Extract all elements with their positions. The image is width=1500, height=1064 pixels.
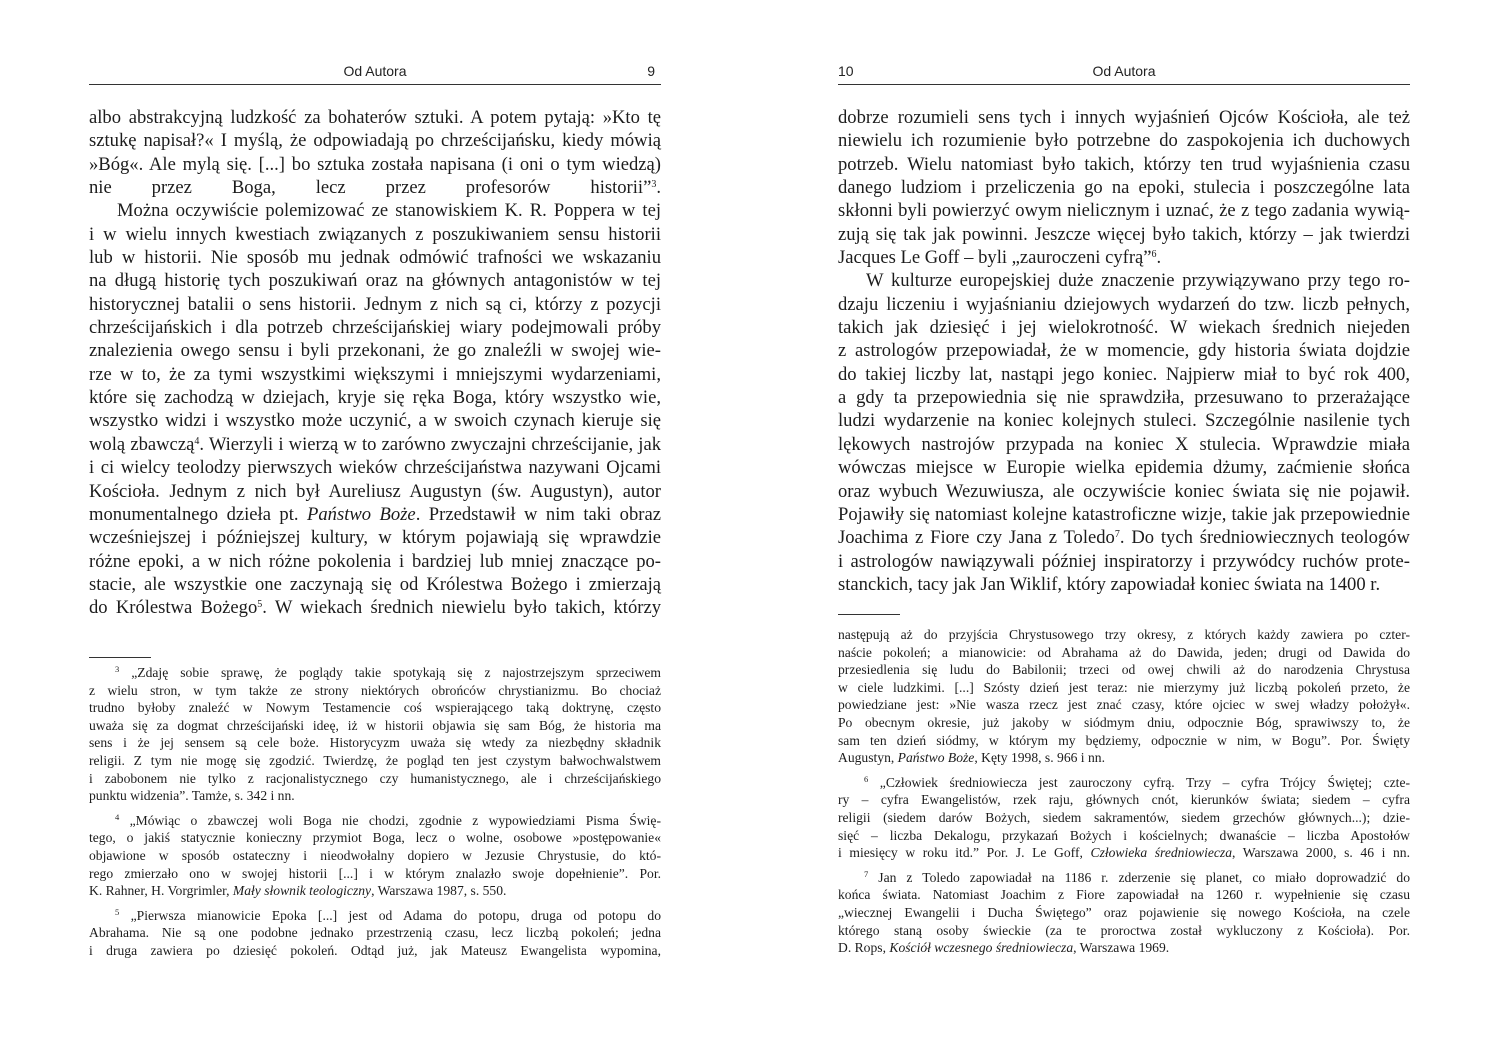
text-run: Joachima z Fiore czy Jana z Toledo (838, 527, 1115, 549)
footnote-marker: 4 (115, 811, 120, 822)
body-line (89, 503, 661, 526)
italic-title: Człowieka średniowiecza (1090, 845, 1233, 861)
text-run: i astrologów nawiązywali później inspiratorzy i przywódcy ruchów prote- (838, 550, 1410, 572)
body-line (89, 129, 661, 152)
text-run: potrzeb. Wielu natomiast było takich, którzy ten trud wyjaśnienia czasu (838, 153, 1410, 175)
body-line (89, 269, 661, 292)
text-run: . Wierzyli i wierzą w to zarówno zwyczajni chrześcijanie, jak (199, 433, 662, 455)
footnote-line (838, 626, 1410, 644)
text-run: Jacques Le Goff – byli „zauroczeni cyfrą” (838, 247, 1152, 269)
text-run: . W wiekach średnich niewielu było takich, którzy (262, 597, 662, 619)
text-run: W kulturze europejskiej duże znaczenie przywiązywano przy tego ro- (866, 270, 1410, 292)
text-run: Augustyn, (838, 750, 898, 766)
footnote-marker: 5 (115, 906, 120, 917)
text-run: K. Rahner, H. Vorgrimler, (89, 883, 233, 899)
footnote-line (89, 699, 661, 717)
footnote-line (89, 682, 661, 700)
footnote-line (89, 770, 661, 788)
text-run: i druga zawiera po dziesięć pokoleń. Odtąd już, jak Mateusz Ewangelista wypomina, (89, 942, 661, 958)
body-line (838, 339, 1410, 362)
text-run: różne epoki, a w nich różne pokolenia i bardziej lub mniej znaczące po- (89, 550, 661, 572)
footnote-line (89, 924, 661, 942)
text-run: religii (siedem darów Bożych, siedem sakramentów, siedem grzechów głównych...); dzie- (838, 809, 1410, 825)
body-line (838, 176, 1410, 199)
text-run: D. Rops, (838, 940, 890, 956)
footnote-line (838, 679, 1410, 697)
footnote-line (89, 787, 661, 805)
text-run: , Kęty 1998, s. 966 i nn. (974, 750, 1105, 766)
body-line (838, 503, 1410, 526)
footnote-line (838, 904, 1410, 922)
body-line (89, 433, 661, 456)
footnote-line (838, 922, 1410, 940)
text-run: „Zdaję sobie sprawę, że poglądy takie spotykają się z najostrzejszym sprzeciwem (119, 665, 661, 680)
body-line (838, 153, 1410, 176)
footnote-separator (89, 657, 151, 658)
footnote-line (89, 847, 661, 865)
text-run: sens i że jej sensem są cele boże. Historycyzm uważa się wtedy za niezbędny składnik (89, 735, 661, 751)
italic-title: Państwo Boże (307, 503, 416, 525)
italic-title: Mały słownik teologiczny (232, 883, 372, 899)
text-run: punktu widzenia”. Tamże, s. 342 i nn. (89, 788, 295, 804)
footnote-line (838, 644, 1410, 662)
text-run: zują się tak jak powinni. Jeszcze więcej było takich, którzy – jak twierdzi (838, 223, 1410, 245)
footnote-line (838, 749, 1410, 767)
body-line (838, 480, 1410, 503)
text-run: a gdy ta przepowiednia się nie sprawdziła, przesuwano to przerażające (838, 387, 1410, 409)
footnote-line (838, 939, 1410, 957)
footnote-line (838, 809, 1410, 827)
text-run: Pojawiły się natomiast kolejne katastroficzne wizje, takie jak przepowiednie (838, 503, 1410, 525)
text-run: . Przedstawił w nim taki obraz (415, 503, 661, 525)
text-run: „wiecznej Ewangelii i Ducha Świętego” oraz pojawienie się nowego Kościoła, na czele (838, 904, 1410, 920)
text-run: „Człowiek średniowiecza jest zauroczony cyfrą. Trzy – cyfra Trójcy Świętej; czte- (868, 774, 1410, 790)
text-run: ludzi wydarzenie na koniec kolejnych stuleci. Szczególnie nasilenie tych (838, 410, 1410, 432)
text-run: objawione w sposób ostateczny i nieodwołalny dopiero w Jezusie Chrystusie, do któ- (89, 847, 661, 863)
footnote-line (89, 717, 661, 735)
footnote-gap (838, 862, 1410, 869)
text-run: w ciele ludzkimi. [...] Szósty dzień jest teraz: nie mierzymy już liczbą pokoleń przeto, że (838, 679, 1410, 695)
text-run: niewielu ich rozumienie było potrzebne do zaspokojenia ich duchowych (838, 130, 1410, 152)
text-run: skłonni byli powierzyć owym nielicznym i uznać, że z tego zadania wywią- (838, 200, 1410, 222)
footnote-line (89, 882, 661, 900)
text-run: naście pokoleń; a mianowicie: od Abrahama aż do Dawida, jeden; drugi od Dawida do (838, 644, 1410, 660)
text-run: uważa się za dogmat chrześcijański ideę, iż w historii objawia się sam Bóg, że historia ma (89, 717, 661, 733)
footnote-line (89, 734, 661, 752)
text-run: sam ten dzień siódmy, w którym my będziemy, odpocznie w nim, w Bogu”. Por. Święty (838, 732, 1410, 748)
text-run: Abrahama. Nie są one podobne jednako przestrzenią czasu, lecz liczbą pokoleń; jedna (89, 925, 661, 941)
body-line (89, 223, 661, 246)
footnote-line (89, 664, 661, 682)
text-run: i miesięcy w roku itd.” Por. J. Le Goff, (838, 845, 1091, 861)
text-run: historycznej batalii o sens historii. Jednym z nich są ci, którzy z pozycji (89, 293, 661, 315)
footnote-line (838, 791, 1410, 809)
text-run: . (656, 177, 661, 199)
body-line (89, 106, 661, 129)
footnote-separator (838, 614, 900, 615)
footnote-line (89, 907, 661, 925)
text-run: dobrze rozumieli sens tych i innych wyjaśnień Ojców Kościoła, ale też (838, 107, 1410, 128)
text-run: rze w to, że za tymi wszystkimi większymi i mniejszymi wydarzeniami, (89, 363, 661, 385)
text-run: następują aż do przyjścia Chrystusowego trzy okresy, z których każdy zawiera po czter- (838, 627, 1410, 642)
running-head-title: Od Autora (343, 63, 407, 79)
text-run: Jan z Toledo zapowiadał na 1186 r. zderzenie się planet, co miało doprowadzić do (868, 869, 1410, 885)
text-run: danego ludziom i przeliczenia go na epoki, stulecia i poszczególne lata (838, 177, 1410, 199)
body-line (89, 480, 661, 503)
header-rule (838, 84, 1410, 85)
footnote-line (89, 752, 661, 770)
body-line (838, 246, 1410, 269)
body-line (89, 456, 661, 479)
text-run: stanckich, tacy jak Jan Wiklif, który zapowiadał koniec świata na 1400 r. (838, 573, 1381, 595)
footnote-marker: 7 (1114, 529, 1120, 541)
running-head-title: Od Autora (1092, 63, 1156, 79)
body-line (89, 363, 661, 386)
footnote-marker: 4 (194, 435, 200, 447)
footnote-marker: 6 (864, 773, 869, 784)
text-run: oraz wybuch Wezuwiusza, ale oczywiście koniec świata się nie pojawił. (838, 480, 1410, 502)
body-line (89, 386, 661, 409)
text-run: , Warszawa 2000, s. 46 i nn. (1232, 845, 1410, 861)
text-run: przesiedlenia się ludu do Babilonii; trzeci od owej chwili aż do narodzenia Chrystusa (838, 662, 1410, 678)
body-line (838, 386, 1410, 409)
body-line (838, 269, 1410, 292)
footnote-line (89, 812, 661, 830)
text-run: nie przez Boga, lecz przez profesorów historii” (89, 177, 652, 199)
italic-title: Kościół wczesnego średniowiecza (889, 940, 1074, 956)
body-line (838, 573, 1410, 596)
text-run: „Mówiąc o zbawczej woli Boga nie chodzi, zgodnie z wypowiedziami Pisma Świę- (119, 812, 661, 828)
text-run: religii. Z tym nie mogę się zgodzić. Twierdzę, że pogląd ten jest czystym bałwochwalstwem (89, 752, 661, 768)
body-line (838, 129, 1410, 152)
footnote-line (838, 774, 1410, 792)
body-text (89, 106, 661, 620)
text-run: chrześcijańskich i dla potrzeb chrześcijańskiej wiary podejmowali próby (89, 317, 661, 339)
body-line (838, 316, 1410, 339)
footnote-line (838, 714, 1410, 732)
body-line (838, 106, 1410, 129)
right-page (838, 0, 1410, 1064)
body-line (838, 293, 1410, 316)
text-run: sięć – liczba Dekalogu, przykazań Bożych i kościelnych; dwanaście – liczba Apostołów (838, 827, 1410, 843)
footnote-marker: 5 (257, 599, 263, 611)
footnote-line (838, 661, 1410, 679)
footnote-gap (89, 805, 661, 812)
body-line (89, 339, 661, 362)
text-run: . (1156, 247, 1162, 269)
footnote-line (838, 732, 1410, 750)
text-run: którego staną osoby świeckie (za te proroctwa został wykluczony z Kościoła). Por. (838, 922, 1410, 938)
text-run: i w wielu innych kwestiach związanych z poszukiwaniem sensu historii (89, 223, 661, 245)
text-run: Po obecnym okresie, już jakoby w siódmym dniu, odpocznie Bóg, sprawiwszy to, że (838, 714, 1410, 730)
text-run: ry – cyfra Ewangelistów, rzek raju, głównych cnót, kierunków świata; siedem – cyfra (838, 792, 1410, 808)
italic-title: Państwo Boże (897, 750, 975, 766)
page-number: 10 (838, 63, 854, 79)
footnote-marker: 3 (651, 179, 657, 191)
footnote-marker: 7 (864, 868, 869, 879)
text-run: »Bóg«. Ale mylą się. [...] bo sztuka została napisana (i oni o tym wiedzą) (89, 153, 661, 175)
text-run: , Warszawa 1987, s. 550. (371, 883, 507, 899)
footnote-line (838, 696, 1410, 714)
text-run: wówczas miejsce w Europie wielka epidemia dżumy, zaćmienie słońca (838, 457, 1410, 479)
footnote-line (838, 827, 1410, 845)
body-line (89, 246, 661, 269)
body-line (89, 550, 661, 573)
text-run: które się zachodzą w dziejach, kryje się ręka Boga, który wszystko wie, (89, 387, 661, 409)
body-line (838, 223, 1410, 246)
text-run: i ci wielcy teolodzy pierwszych wieków chrześcijaństwa nazywani Ojcami (89, 457, 661, 479)
body-line (89, 409, 661, 432)
text-run: wszystko widzi i wszystko może uczynić, a w swoich czynach kieruje się (89, 410, 661, 432)
text-run: albo abstrakcyjną ludzkość za bohaterów sztuki. A potem pytają: »Kto tę (89, 107, 661, 128)
footnote-marker: 3 (115, 664, 120, 674)
text-run: Można oczywiście polemizować ze stanowiskiem K. R. Poppera w tej (117, 200, 661, 222)
body-line (89, 199, 661, 222)
footnotes (838, 626, 1410, 957)
footnote-gap (89, 900, 661, 907)
footnote-line (89, 865, 661, 883)
body-line (838, 433, 1410, 456)
running-header (89, 61, 661, 83)
text-run: wolą zbawczą (89, 433, 195, 455)
text-run: do Królestwa Bożego (89, 597, 258, 619)
text-run: sztukę napisał?« I myślą, że odpowiadają po chrześcijańsku, kiedy mówią (89, 130, 661, 152)
body-line (838, 409, 1410, 432)
text-run: monumentalnego dzieła pt. (89, 503, 308, 525)
text-run: takich jak dziesięć i jej wielokrotność. W wiekach średnich niejeden (838, 317, 1410, 339)
body-line (89, 526, 661, 549)
footnote-gap (838, 767, 1410, 774)
text-run: lękowych nastrojów przypada na koniec X stulecia. Wprawdzie miała (838, 433, 1410, 455)
footnote-line (838, 869, 1410, 887)
text-run: lub w historii. Nie sposób mu jednak odmówić trafności we wskazaniu (89, 247, 661, 269)
text-run: końca świata. Natomiast Joachim z Fiore zapowiadał na 1260 r. wypełnienie się czasu (838, 887, 1410, 903)
footnote-line (838, 886, 1410, 904)
body-line (838, 550, 1410, 573)
running-header (838, 61, 1410, 83)
header-rule (89, 84, 661, 85)
text-run: tego, o jakiś statycznie konieczny przymiot Boga, lecz o wolne, osobowe »postępowanie« (89, 830, 661, 846)
text-run: z wielu stron, w tym także ze strony niektórych obrońców chrystianizmu. Bo chociaż (89, 682, 661, 698)
body-line (838, 363, 1410, 386)
text-run: trudno byłoby znaleźć w Nowym Testamencie coś wspierającego taką doktrynę, często (89, 700, 661, 716)
footnote-line (89, 829, 661, 847)
body-text (838, 106, 1410, 596)
body-line (838, 456, 1410, 479)
body-line (89, 316, 661, 339)
text-run: Kościoła. Jednym z nich był Aureliusz Augustyn (św. Augustyn), autor (89, 480, 661, 502)
text-run: powiedziane jest: »Nie wasza rzecz jest znać czasy, które ojciec w swej władzy położył«. (838, 697, 1410, 713)
body-line (838, 526, 1410, 549)
text-run: dzaju liczeniu i wyjaśnianiu dziejowych wydarzeń do tzw. liczb pełnych, (838, 293, 1410, 315)
left-page (89, 0, 661, 1064)
body-line (89, 176, 661, 199)
footnote-marker: 6 (1151, 249, 1157, 261)
text-run: i zabobonem nie tylko z racjonalistycznego czy humanistycznego, ale i chrześcijańskiego (89, 770, 661, 786)
text-run: z astrologów przepowiadał, że w momencie, gdy historia świata dojdzie (838, 340, 1410, 362)
body-line (89, 153, 661, 176)
footnote-line (89, 942, 661, 960)
text-run: do takiej liczby lat, nastąpi jego koniec. Najpierw miał to być rok 400, (838, 363, 1410, 385)
page-number: 9 (647, 63, 655, 79)
body-line (838, 199, 1410, 222)
text-run: , Warszawa 1969. (1073, 940, 1170, 956)
footnotes (89, 664, 661, 960)
text-run: na długą historię tych poszukiwań oraz na głównych antagonistów w tej (89, 270, 661, 292)
body-line (89, 596, 661, 619)
text-run: stacie, ale wszystkie one zaczynają się od Królestwa Bożego i zmierzają (89, 573, 661, 595)
text-run: znalezienia owego sensu i byli przekonani, że go znaleźli w swojej wie- (89, 340, 661, 362)
text-run: . Do tych średniowiecznych teologów (1119, 527, 1410, 549)
footnote-line (838, 844, 1410, 862)
text-run: „Pierwsza mianowicie Epoka [...] jest od Adama do potopu, druga od potopu do (119, 907, 661, 923)
body-line (89, 293, 661, 316)
text-run: wcześniejszej i późniejszej kultury, w którym pojawiają się wprawdzie (89, 527, 661, 549)
body-line (89, 573, 661, 596)
text-run: rego zmierzało ono w swojej historii [...] i w którym znalazło swoje dopełnienie”. Por. (89, 865, 661, 881)
